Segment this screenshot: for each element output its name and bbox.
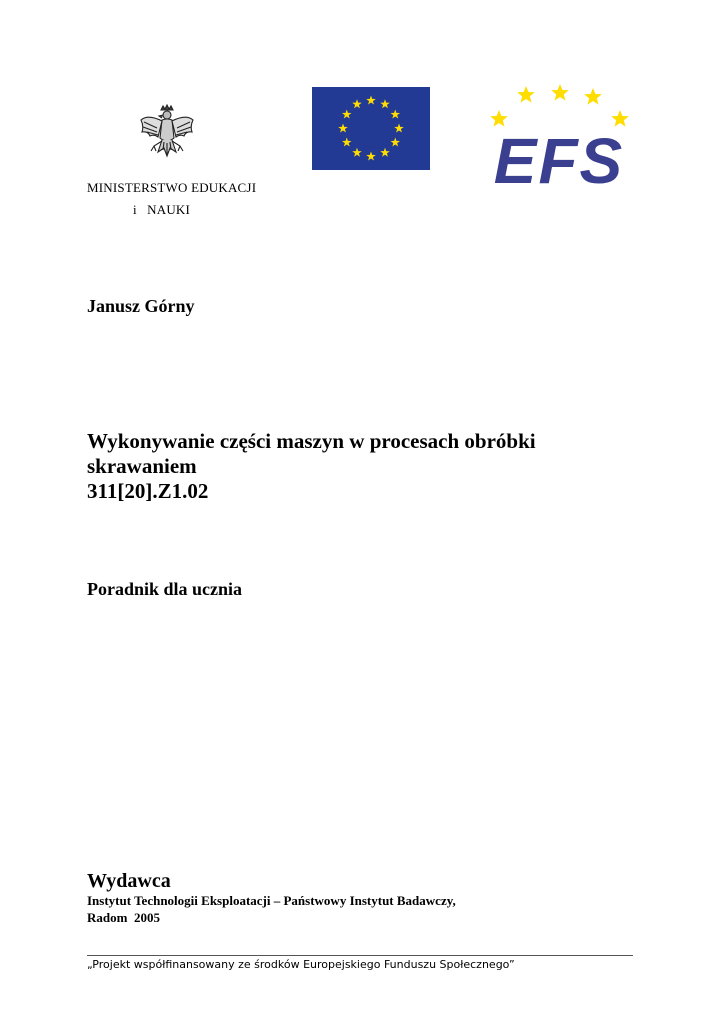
ministry-name-line1: MINISTERSTWO EDUKACJI — [87, 180, 257, 195]
polish-eagle-icon — [138, 104, 196, 166]
title-line-2: skrawaniem — [87, 454, 197, 478]
footer-divider — [87, 955, 633, 956]
eu-flag-icon — [312, 87, 430, 170]
publisher-place-year: Radom 2005 — [87, 910, 160, 925]
document-subtitle: Poradnik dla ucznia — [87, 579, 243, 599]
footer-note: „Projekt współfinansowany ze środków Europejskiego Funduszu Społecznego” — [87, 958, 515, 971]
author-name: Janusz Górny — [87, 296, 195, 316]
document-title — [87, 429, 647, 504]
publisher-heading: Wydawca — [87, 870, 171, 892]
ministry-name-line2: i NAUKI — [133, 202, 191, 217]
efs-logo-text: EFS — [493, 125, 625, 190]
title-line-code: 311[20].Z1.02 — [87, 479, 209, 503]
publisher-institute: Instytut Technologii Eksploatacji – Państwowy Instytut Badawczy, — [87, 893, 456, 908]
title-line-1: Wykonywanie części maszyn w procesach obróbki — [87, 429, 536, 453]
efs-logo-icon — [480, 84, 638, 190]
